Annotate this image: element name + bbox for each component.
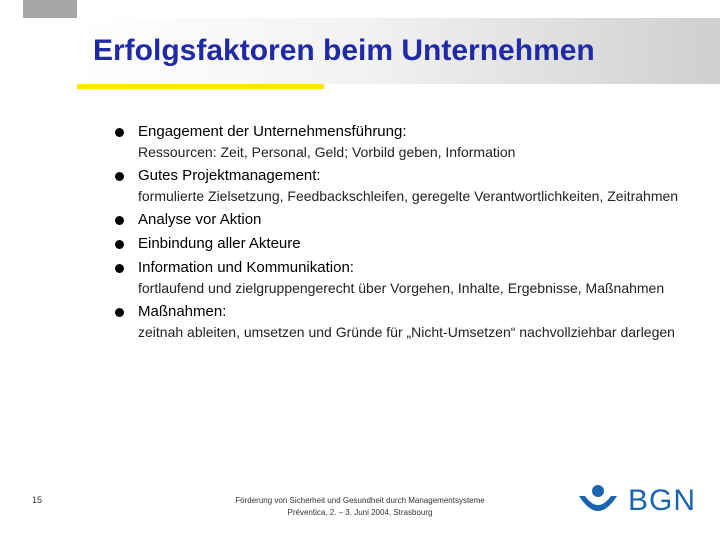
corner-gray-square bbox=[23, 0, 77, 18]
footer bbox=[200, 495, 520, 519]
footer-line-2: Préventica, 2. – 3. Juni 2004, Strasbourg bbox=[287, 508, 433, 517]
bullet-dot-icon bbox=[115, 264, 124, 273]
bullet-heading: Einbindung aller Akteure bbox=[138, 235, 301, 252]
bgn-logo-icon bbox=[576, 482, 620, 518]
footer-line-1: Förderung von Sicherheit und Gesundheit durch Managementsysteme bbox=[235, 496, 485, 505]
bullet-dot-icon bbox=[115, 240, 124, 249]
bullet-dot-icon bbox=[115, 216, 124, 225]
bullet-dot-icon bbox=[115, 128, 124, 137]
bullet-list bbox=[112, 121, 692, 345]
bullet-item bbox=[112, 301, 692, 342]
bullet-detail: zeitnah ableiten, umsetzen und Gründe für „Nicht-Umsetzen“ nachvollziehbar darlegen bbox=[138, 324, 675, 340]
bullet-heading: Analyse vor Aktion bbox=[138, 211, 262, 228]
bullet-detail: fortlaufend und zielgruppengerecht über Vorgehen, Inhalte, Ergebnisse, Maßnahmen bbox=[138, 280, 665, 296]
bullet-dot-icon bbox=[115, 172, 124, 181]
bullet-heading: Maßnahmen: bbox=[138, 303, 227, 320]
bullet-dot-icon bbox=[115, 308, 124, 317]
bullet-detail: Ressourcen: Zeit, Personal, Geld; Vorbild geben, Information bbox=[138, 144, 516, 160]
bullet-heading: Information und Kommunikation: bbox=[138, 259, 354, 276]
bgn-logo bbox=[576, 482, 696, 518]
bullet-detail: formulierte Zielsetzung, Feedbackschleifen, geregelte Verantwortlichkeiten, Zeitrahmen bbox=[138, 188, 679, 204]
bullet-item bbox=[112, 233, 692, 254]
slide-title: Erfolgsfaktoren beim Unternehmen bbox=[93, 34, 595, 67]
bullet-heading: Engagement der Unternehmensführung: bbox=[138, 123, 407, 140]
bullet-item bbox=[112, 209, 692, 230]
page-number: 15 bbox=[32, 495, 43, 505]
bullet-item bbox=[112, 257, 692, 298]
bullet-heading: Gutes Projektmanagement: bbox=[138, 167, 321, 184]
bullet-item bbox=[112, 121, 692, 162]
bgn-logo-text: BGN bbox=[628, 484, 697, 517]
title-accent-line bbox=[77, 84, 324, 89]
bullet-item bbox=[112, 165, 692, 206]
